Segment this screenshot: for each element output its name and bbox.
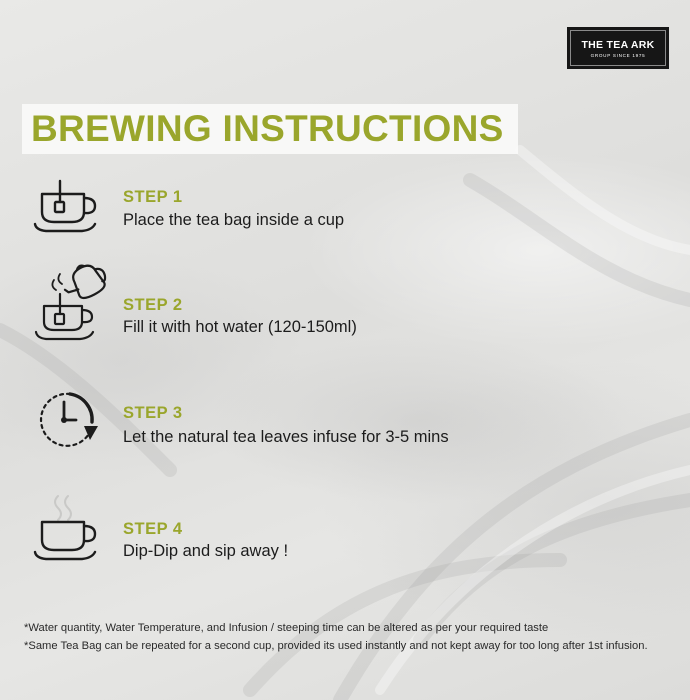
step-3-label: STEP 3: [123, 404, 183, 422]
kettle-pouring-icon: [30, 262, 112, 346]
clock-timer-icon: [30, 386, 100, 454]
brand-logo: [567, 27, 669, 69]
footnote-1: *Water quantity, Water Temperature, and Infusion / steeping time can be altered as per your required taste: [24, 622, 549, 634]
teacup-with-teabag-icon: [32, 178, 104, 238]
step-1-label: STEP 1: [123, 188, 183, 206]
steaming-cup-icon: [30, 492, 104, 566]
step-4-label: STEP 4: [123, 520, 183, 538]
footnote-2: *Same Tea Bag can be repeated for a second cup, provided its used instantly and not kept away for too long after 1st infusion.: [24, 640, 648, 652]
brand-name: THE TEA ARK: [581, 38, 655, 51]
step-4-text: Dip-Dip and sip away !: [123, 542, 289, 560]
page-title: BREWING INSTRUCTIONS: [31, 108, 504, 149]
brand-tagline: GROUP SINCE 1975: [590, 52, 646, 58]
step-3-text: Let the natural tea leaves infuse for 3-5 mins: [123, 428, 449, 446]
step-1-text: Place the tea bag inside a cup: [123, 211, 345, 229]
step-2-label: STEP 2: [123, 296, 183, 314]
step-2-text: Fill it with hot water (120-150ml): [123, 318, 357, 336]
